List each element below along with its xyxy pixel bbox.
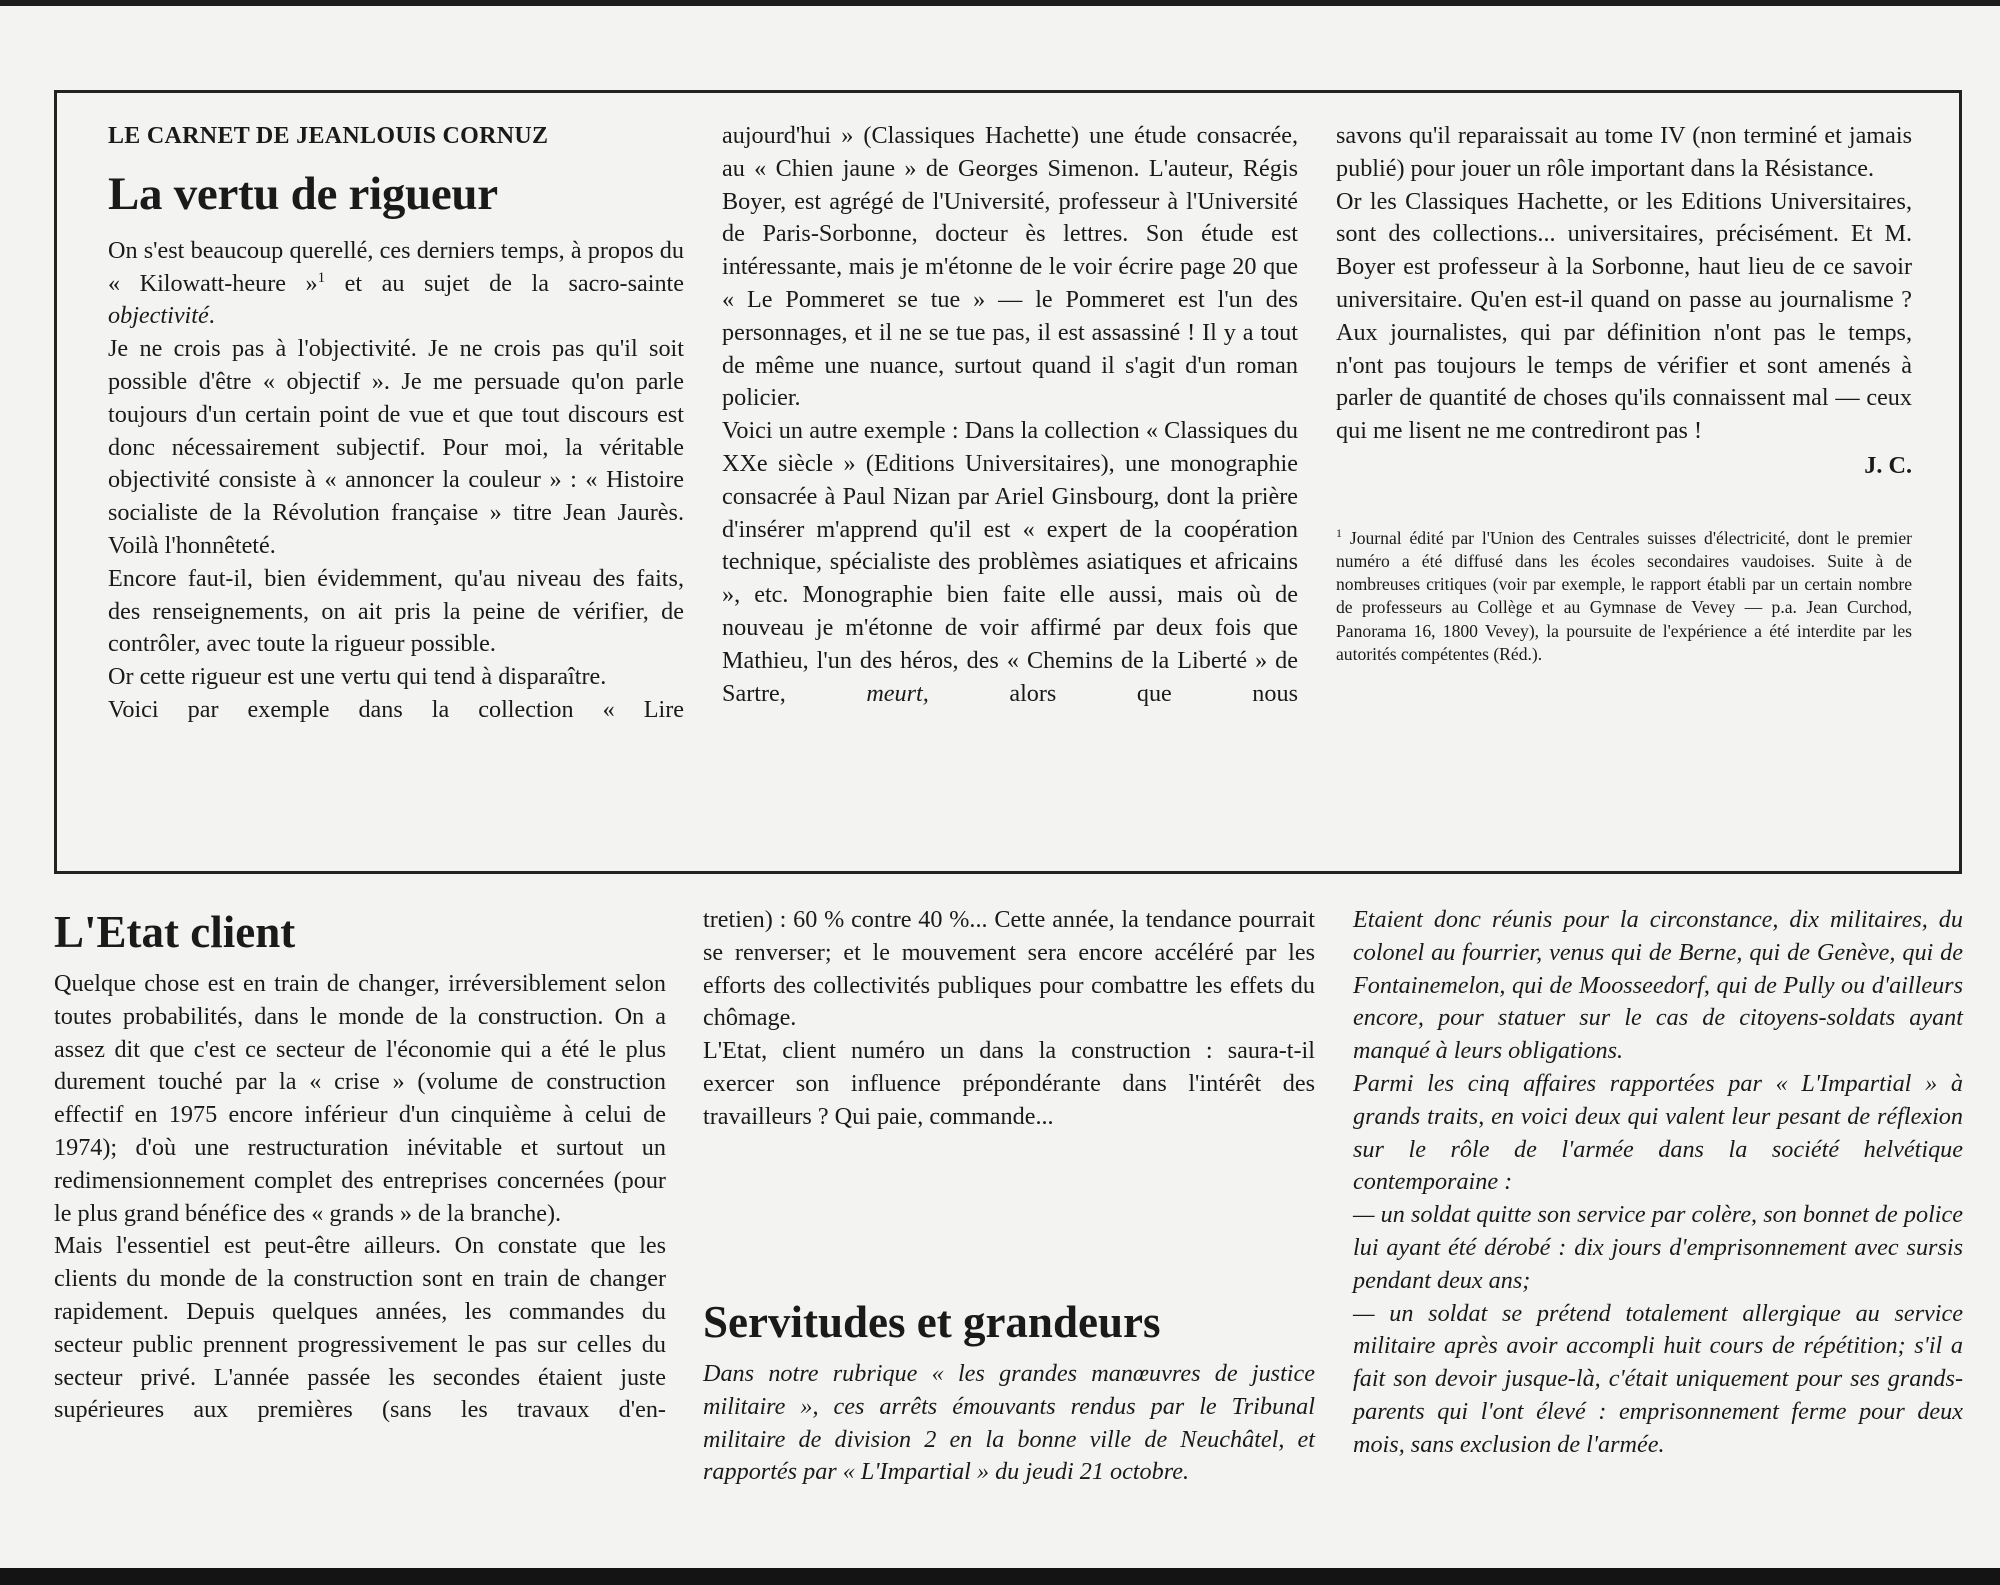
paragraph: Voici par exemple dans la collection « Lire	[108, 695, 684, 723]
paragraph: Or les Classiques Hachette, or les Editions Universitaires, sont des collections... universitaires, précisément. Et M. Boyer est professeur à la Sorbonne, haut lieu de ce savoir universitaire. Qu'en est-il quand on passe au journalisme ? Aux journalistes, qui par définition n'ont pas le temps, n'ont pas toujours le temps de vérifier et sont amenés à parler de quantité de choses qu'ils connaissent mal — ceux qui me lisent ne me contrediront pas !	[1336, 187, 1912, 445]
carnet-column-3	[1336, 120, 1912, 666]
paragraph: Quelque chose est en train de changer, irréversiblement selon toutes probabilités, dans le monde de la construction. On a assez dit que c'est ce secteur de l'économie qui a été le plus durement touché par la « crise » (volume de construction effectif en 1975 encore inférieur d'un cinquième à celui de 1974); d'où une restructuration inévitable et surtout un redimensionnement complet des entreprises concernées (pour le plus grand bénéfice des « grands » de la branche).	[54, 970, 666, 1227]
etat-column-1	[54, 906, 666, 1427]
paragraph: Etaient donc réunis pour la circonstance, dix militaires, du colonel au fourrier, venus qui de Berne, qui de Genève, qui de Fontainemelon, qui de Moosseedorf, qui de Pully ou d'ailleurs encore, pour statuer sur le cas de citoyens-soldats ayant manqué à leurs obligations.	[1353, 906, 1963, 1065]
servitudes-title: Servitudes et grandeurs	[703, 1297, 1161, 1347]
footnote-marker: 1	[317, 269, 326, 286]
paragraph: Je ne crois pas à l'objectivité. Je ne crois pas qu'il soit possible d'être « objectif ». Je me persuade qu'on parle toujours d'un certain point de vue et que tout discours est donc nécessairement subjectif. Pour moi, la véritable objectivité consiste à « annoncer la couleur » : « Histoire socialiste de la Révolution française » titre Jean Jaurès. Voilà l'honnêteté.	[108, 335, 684, 559]
servitudes-column-2	[703, 1296, 1315, 1489]
carnet-title: La vertu de rigueur	[108, 167, 498, 220]
paragraph: Dans notre rubrique « les grandes manœuvres de justice militaire », ces arrêts émouvants rendus par le Tribunal militaire de division 2 en la bonne ville de Neuchâtel, et rapportés par « L'Impartial » du jeudi 21 octobre.	[703, 1360, 1315, 1486]
servitudes-column-3	[1353, 904, 1963, 1462]
carnet-column-2	[722, 120, 1298, 710]
footnote: $^1$ Journal édité par l'Union des Centrales suisses d'électricité, dont le premier numéro a été diffusé dans les écoles secondaires vaudoises. Suite à de nombreuses critiques (voir par exemple, le rapport établi par un certain nombre de professeurs au Collège et au Gymnase de Vevey — p.a. Jean Curchod, Panorama 16, 1800 Vevey), la poursuite de l'expérience a été interdite par les autorités compétentes (Réd.).	[1336, 525, 1912, 664]
paragraph: tretien) : 60 % contre 40 %... Cette année, la tendance pourrait se renverser; et le mouvement sera encore accéléré par les efforts des collectivités publiques pour combattre les effets du chômage.	[703, 906, 1315, 1032]
paragraph: aujourd'hui » (Classiques Hachette) une étude consacrée, au « Chien jaune » de Georges Simenon. L'auteur, Régis Boyer, est agrégé de l'Université, professeur à l'Université de Paris-Sorbonne, docteur ès lettres. Son étude est intéressante, mais je m'étonne de le voir écrire page 20 que « Le Pommeret se tue » — le Pommeret est l'un des personnages, et il ne se tue pas, il est assassiné ! Il y a tout de même une nuance, surtout quand il s'agit d'un roman policier.	[722, 122, 1298, 412]
footnote-number: 1	[1336, 525, 1342, 540]
paragraph: Encore faut-il, bien évidemment, qu'au niveau des faits, des renseignements, on ait pris la peine de vérifier, de contrôler, avec toute la rigueur possible.	[108, 564, 684, 658]
paragraph: On s'est beaucoup querellé, ces derniers temps, à propos du « Kilowatt-heure »$^1$ et au sujet de la sacro-sainte objectivité.	[108, 236, 684, 330]
paragraph: Or cette rigueur est une vertu qui tend à disparaître.	[108, 663, 607, 691]
paragraph: L'Etat, client numéro un dans la construction : saura-t-il exercer son influence prépondérante dans l'intérêt des travailleurs ? Qui paie, commande...	[703, 1037, 1315, 1130]
carnet-kicker: LE CARNET DE JEANLOUIS CORNUZ	[108, 123, 549, 149]
paragraph: Voici un autre exemple : Dans la collection « Classiques du XXe siècle » (Editions Universitaires), une monographie consacrée à Paul Nizan par Ariel Ginsbourg, dont la prière d'insérer m'apprend qu'il est « expert de la coopération technique, spécialiste des problèmes asiatiques et africains », etc. Monographie bien faite elle aussi, mais où de nouveau je m'étonne de voir affirmé par deux fois que Mathieu, l'un des héros, des « Chemins de la Liberté » de Sartre, meurt, alors que nous	[722, 417, 1298, 707]
signature: J. C.	[1864, 451, 1912, 479]
etat-column-2	[703, 904, 1315, 1134]
paragraph: Parmi les cinq affaires rapportées par « L'Impartial » à grands traits, en voici deux qui valent leur pesant de réflexion sur le rôle de l'armée dans la société helvétique contemporaine :	[1353, 1069, 1963, 1196]
etat-title: L'Etat client	[54, 907, 296, 957]
carnet-column-1	[108, 120, 684, 727]
top-rule	[0, 0, 2000, 6]
paragraph: — un soldat se prétend totalement allergique au service militaire après avoir accompli huit cours de répétition; s'il a fait son devoir jusque-là, c'était uniquement pour ses grands-parents qui l'ont élevé : emprisonnement ferme pour deux mois, sans exclusion de l'armée.	[1353, 1299, 1963, 1458]
paragraph: savons qu'il reparaissait au tome IV (non terminé et jamais publié) pour jouer un rôle important dans la Résistance.	[1336, 122, 1912, 182]
paragraph: Mais l'essentiel est peut-être ailleurs. On constate que les clients du monde de la construction sont en train de changer rapidement. Depuis quelques années, les commandes du secteur public prennent progressivement le pas sur celles du secteur privé. L'année passée les secondes étaient juste supérieures aux premières (sans les travaux d'en-	[54, 1232, 666, 1424]
bottom-rule	[0, 1568, 2000, 1585]
paragraph: — un soldat quitte son service par colère, son bonnet de police lui ayant été dérobé : dix jours d'emprisonnement avec sursis pendant deux ans;	[1353, 1201, 1963, 1294]
